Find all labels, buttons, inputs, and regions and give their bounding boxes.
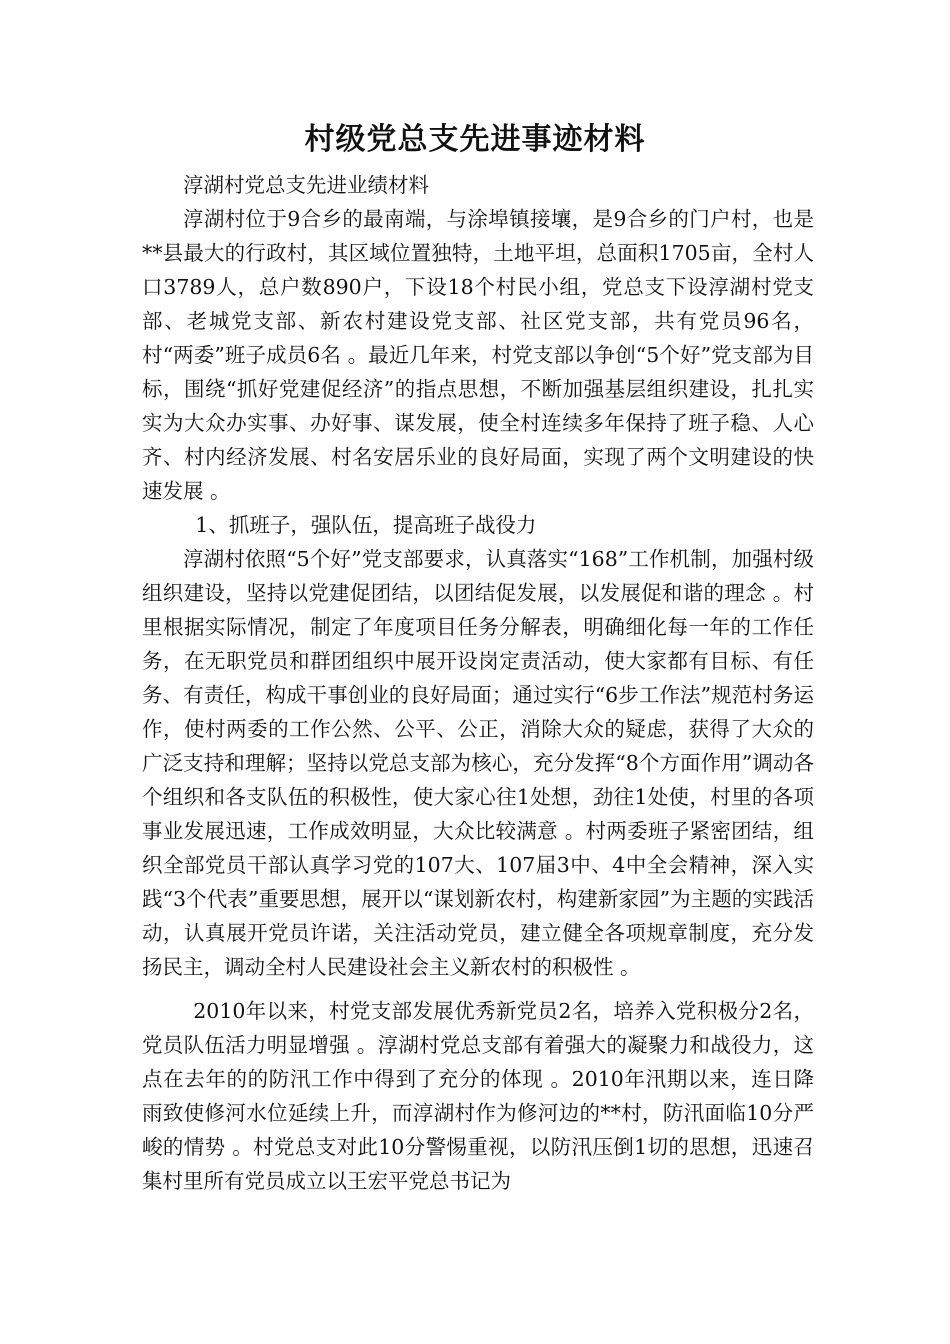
document-title: 村级党总支先进事迹材料 [304,122,646,157]
paragraph-intro: 淳湖村位于9合乡的最南端，与涂埠镇接壤，是9合乡的门户村，也是**县最大的行政村，其区域位置独特，土地平坦，总面积1705亩，全村人口3789人，总户数890户，下设18个村民小组，党总支下设淳湖村党支部、老城党支部、新农村建设党支部、社区党支部，共有党员96名，村“两委”班子成员6名 。最近几年来，村党支部以争创“5个好”党支部为目标，围绕“抓好党建促经济”的指点思想，不断加强基层组织建设，扎扎实实为大众办实事、办好事、谋发展，使全村连续多年保持了班子稳、人心齐、村内经济发展、村名安居乐业的良好局面，实现了两个文明建设的快速发展 。 [142,207,814,503]
paragraph-flood-control: 2010年以来，村党支部发展优秀新党员2名，培养入党积极分2名，党员队伍活力明显增强 。淳湖村党总支部有着强大的凝聚力和战役力，这点在去年的的防汛工作中得到了充分的体现 。2010年汛期以来，连日降雨致使修河水位延续上升，而淳湖村作为修河边的**村，防汛面临10分严峻的情势 。村党总支对此10分警惕重视，以防汛压倒1切的思想，迅速召集村里所有党员成立以王宏平党总书记为 [142,999,814,1193]
section-heading-1: 1、抓班子，强队伍，提高班子战役力 [195,513,537,537]
document-body [142,168,814,1198]
document-subtitle: 淳湖村党总支先进业绩材料 [183,173,429,197]
paragraph-section-1: 淳湖村依照“5个好”党支部要求，认真落实“168”工作机制，加强村级组织建设，坚持以党建促团结，以团结促发展，以发展促和谐的理念 。村里根据实际情况，制定了年度项目任务分解表，明确细化每一年的工作任务，在无职党员和群团组织中展开设岗定责活动，使大家都有目标、有任务、有责任，构成干事创业的良好局面；通过实行“6步工作法”规范村务运作，使村两委的工作公然、公平、公正，消除大众的疑虑，获得了大众的广泛支持和理解；坚持以党总支部为核心，充分发挥“8个方面作用”调动各个组织和各支队伍的积极性，使大家心往1处想，劲往1处使，村里的各项事业发展迅速，工作成效明显，大众比较满意 。村两委班子紧密团结，组织全部党员干部认真学习党的107大、107届3中、4中全会精神，深入实践“3个代表”重要思想，展开以“谋划新农村，构建新家园”为主题的实践活动，认真展开党员许诺，关注活动党员，建立健全各项规章制度，充分发扬民主，调动全村人民建设社会主义新农村的积极性 。 [142,547,814,979]
